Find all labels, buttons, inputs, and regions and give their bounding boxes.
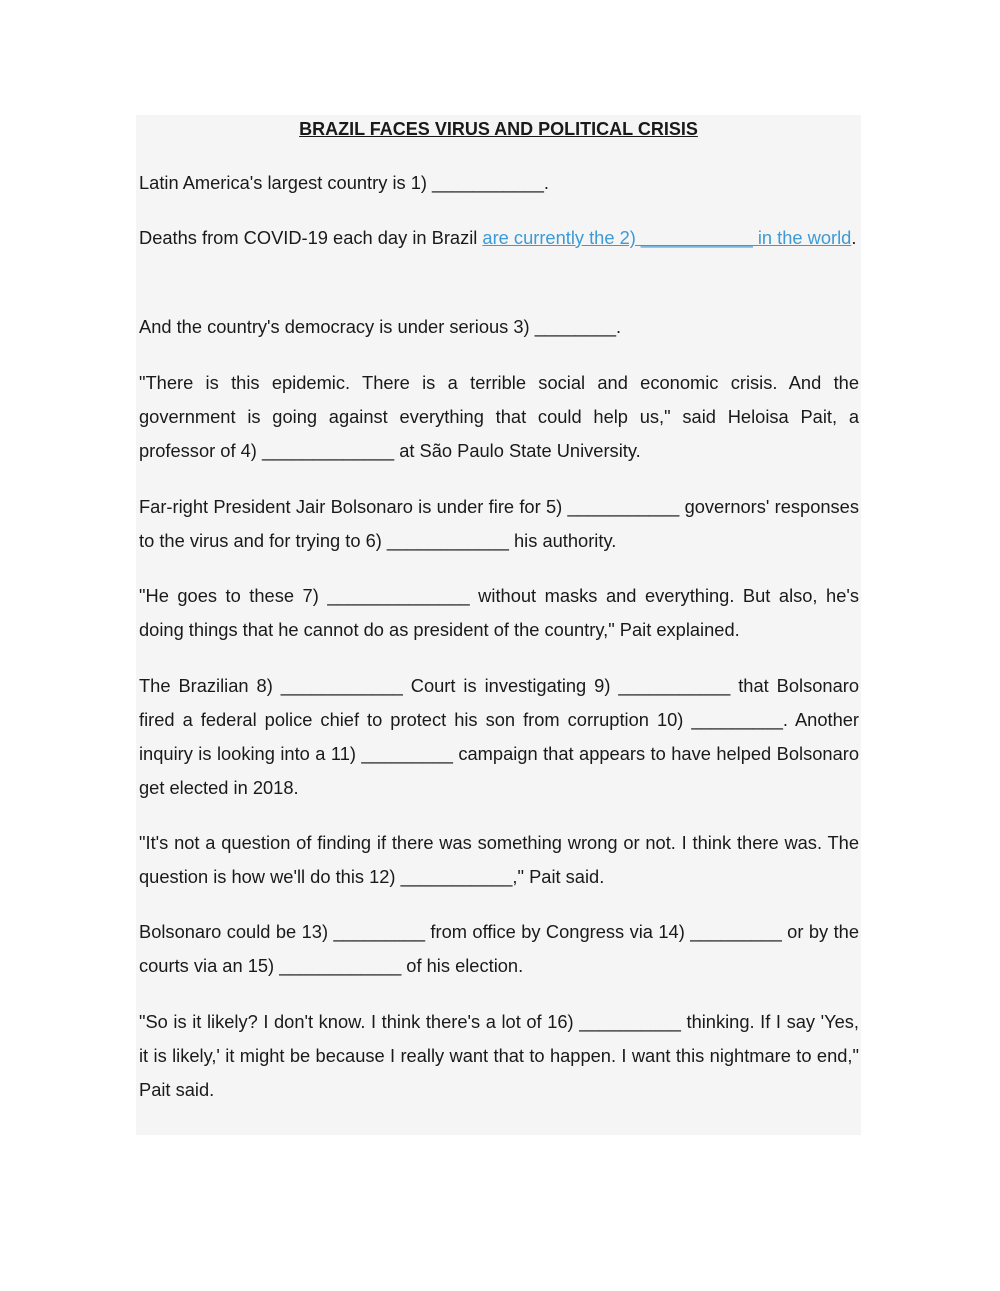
paragraph-2-end: . bbox=[851, 227, 857, 248]
paragraph-3: And the country's democracy is under serious 3) ________. bbox=[139, 316, 622, 337]
paragraph-2 bbox=[139, 221, 859, 255]
paragraph-2-text: Deaths from COVID-19 each day in Brazil bbox=[139, 227, 483, 248]
paragraph-9: Bolsonaro could be 13) _________ from office by Congress via 14) _________ or by the courts via an 15) ____________ of his election. bbox=[139, 921, 859, 976]
paragraph-7: The Brazilian 8) ____________ Court is investigating 9) ___________ that Bolsonaro fired a federal police chief to protect his son from corruption 10) _________. Another inquiry is looking into a 11) _________ campaign that appears to have helped Bolsonaro get elected in 2018. bbox=[139, 675, 859, 798]
paragraph-6: "He goes to these 7) ______________ without masks and everything. But also, he's doing things that he cannot do as president of the country," Pait explained. bbox=[139, 585, 859, 640]
page-title: BRAZIL FACES VIRUS AND POLITICAL CRISIS bbox=[299, 119, 698, 139]
paragraph-8: "It's not a question of finding if there was something wrong or not. I think there was. The question is how we'll do this 12) ___________," Pait said. bbox=[139, 832, 859, 887]
world-ranking-link[interactable]: are currently the 2) ___________ in the world bbox=[482, 227, 852, 248]
paragraph-10: "So is it likely? I don't know. I think there's a lot of 16) __________ thinking. If I say 'Yes, it is likely,' it might be because I really want that to happen. I want this nightmare to end," Pait said. bbox=[139, 1011, 859, 1100]
paragraph-1: Latin America's largest country is 1) ___________. bbox=[139, 172, 549, 193]
paragraph-4: "There is this epidemic. There is a terrible social and economic crisis. And the government is going against everything that could help us," said Heloisa Pait, a professor of 4) _____________ at São Paulo State University. bbox=[139, 372, 859, 461]
worksheet-panel bbox=[136, 115, 861, 1135]
paragraph-5: Far-right President Jair Bolsonaro is under fire for 5) ___________ governors' responses to the virus and for trying to 6) ____________ his authority. bbox=[139, 496, 859, 551]
